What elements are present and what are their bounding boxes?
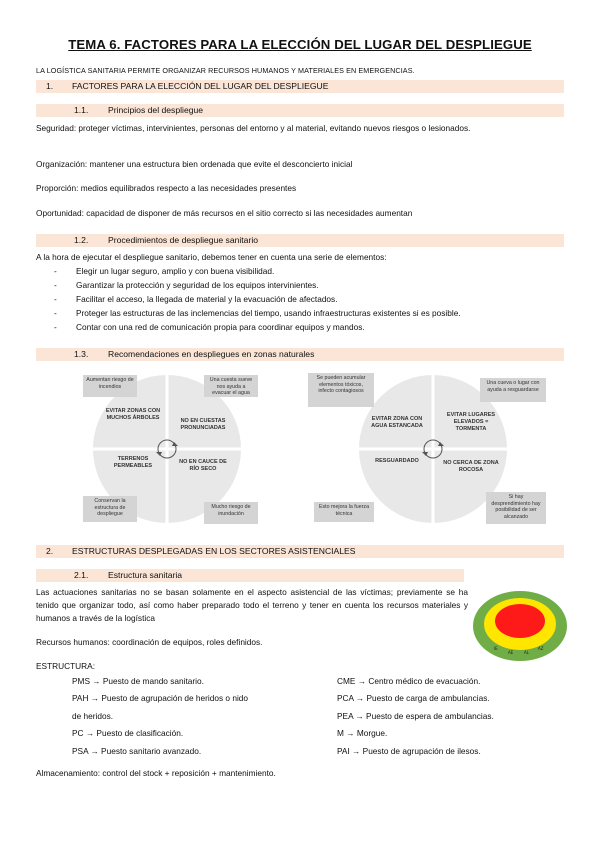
list-item: CME → Centro médico de evacuación. xyxy=(337,676,481,686)
quadrant-label: NO CERCA DE ZONA ROCOSA xyxy=(443,460,499,473)
human-resources-text: Recursos humanos: coordinación de equipos, roles definidos. xyxy=(36,637,263,647)
note-box: Una cuesta sueve nos ayuda a evacuar el agua xyxy=(204,375,258,397)
list-item: M → Morgue. xyxy=(337,728,388,739)
principle-organization: Organización: mantener una estructura bien ordenada que evite el desconcierto inicial xyxy=(36,159,353,169)
quadrant-label: EVITAR ZONAS CON MUCHOS ÁRBOLES xyxy=(105,408,161,421)
list-item: de heridos. xyxy=(72,710,114,721)
structure-list-left xyxy=(72,673,248,760)
section-1-2-heading: 1.2. Procedimientos de despliegue sanitario xyxy=(36,234,564,247)
section-2-1-heading: 2.1. Estructura sanitaria xyxy=(36,569,464,582)
quadrant-label: NO EN CUESTAS PRONUNCIADAS xyxy=(180,418,226,431)
note-box: Se pueden acumular elementos tóxicos, infecto contagiosos xyxy=(308,373,374,407)
principle-proportion: Proporción: medios equilibrados respecto a las necesidades presentes xyxy=(36,183,297,193)
note-box: Mucho riesgo de inundación xyxy=(204,502,258,524)
list-item: - Facilitar el acceso, la llegada de material y la evacuación de afectados. xyxy=(36,292,461,306)
section-2-heading: 2. ESTRUCTURAS DESPLEGADAS EN LOS SECTORES ASISTENCIALES xyxy=(36,545,564,558)
structure-paragraph: Las actuaciones sanitarias no se basan solamente en el aspecto asistencial de las víctimas; previamente se ha tenido que organizar todo, así como haber preparado todo el terreno y tener en cuenta los recursos materiales y humanos a través de la logística xyxy=(36,587,468,623)
zone-label: AE xyxy=(508,650,514,655)
concentric-zones-graphic xyxy=(472,590,568,662)
diagram-natural-zones-left xyxy=(36,370,298,528)
page-title: TEMA 6. FACTORES PARA LA ELECCIÓN DEL LUGAR DEL DESPLIEGUE xyxy=(68,37,532,52)
list-item: PMS → Puesto de mando sanitario. xyxy=(72,676,204,686)
section-1-heading: 1. FACTORES PARA LA ELECCIÓN DEL LUGAR DEL DESPLIEGUE xyxy=(36,80,564,93)
note-box: Esto mejora la fuerza técnica xyxy=(314,502,374,522)
list-item: - Garantizar la protección y seguridad de los equipos intervinientes. xyxy=(36,278,461,292)
storage-text: Almacenamiento: control del stock + reposición + mantenimiento. xyxy=(36,768,276,778)
structure-list-right xyxy=(337,673,494,760)
diagram-natural-zones-right xyxy=(302,370,564,528)
list-item: PAI → Puesto de agrupación de ilesos. xyxy=(337,745,481,756)
list-item: - Elegir un lugar seguro, amplio y con buena visibilidad. xyxy=(36,264,461,278)
procedures-list xyxy=(36,264,461,334)
section-1-1-heading: 1.1. Principios del despliegue xyxy=(36,104,564,117)
note-box: Una cueva o lugar con ayuda a resguardarse xyxy=(480,378,546,402)
zone-label: AL xyxy=(524,650,529,655)
quadrant-label: TERRENOS PERMEABLES xyxy=(113,456,153,469)
principle-security: Seguridad: proteger víctimas, intervinientes, personas del entorno y al material, evitando nuevos riesgos o lesionados. xyxy=(36,123,471,133)
list-item: - Proteger las estructuras de las inclemencias del tiempo, usando infraestructuras existentes si es posible. xyxy=(36,306,461,320)
list-item: PSA → Puesto sanitario avanzado. xyxy=(72,745,202,756)
section-1-3-heading: 1.3. Recomendaciones en despliegues en zonas naturales xyxy=(36,348,564,361)
list-item: PEA → Puesto de espera de ambulancias. xyxy=(337,710,494,721)
intro-text: LA LOGÍSTICA SANITARIA PERMITE ORGANIZAR RECURSOS HUMANOS Y MATERIALES EN EMERGENCIAS. xyxy=(36,66,415,75)
structure-label: ESTRUCTURA: xyxy=(36,661,96,671)
list-item: - Contar con una red de comunicación propia para coordinar equipos y mandos. xyxy=(36,320,461,334)
list-item: PC → Puesto de clasificación. xyxy=(72,728,184,739)
quadrant-circle-graphic xyxy=(36,370,298,528)
list-item: PAH → Puesto de agrupación de heridos o nido xyxy=(72,693,249,704)
zone-label: AZ xyxy=(538,646,544,651)
note-box: Aumentan riesgo de incendios xyxy=(83,375,137,397)
zone-label: IE xyxy=(494,646,498,651)
quadrant-label: EVITAR ZONA CON AGUA ESTANCADA xyxy=(371,416,423,429)
quadrant-label: RESGUARDADO xyxy=(375,458,419,464)
list-item: PCA → Puesto de carga de ambulancias. xyxy=(337,693,490,704)
note-box: Si hay desprendimiento hay posibilidad de ser alcanzado xyxy=(486,492,546,524)
quadrant-label: NO EN CAUCE DE RÍO SECO xyxy=(179,459,227,472)
procedures-intro: A la hora de ejecutar el despliegue sanitario, debemos tener en cuenta una serie de elementos: xyxy=(36,252,387,262)
principle-opportunity: Oportunidad: capacidad de disponer de más recursos en el sitio correcto si las necesidades aumentan xyxy=(36,208,413,218)
note-box: Conservan la estructura de despliegue xyxy=(83,496,137,522)
quadrant-label: EVITAR LUGARES ELEVADOS = TORMENTA xyxy=(446,412,496,432)
